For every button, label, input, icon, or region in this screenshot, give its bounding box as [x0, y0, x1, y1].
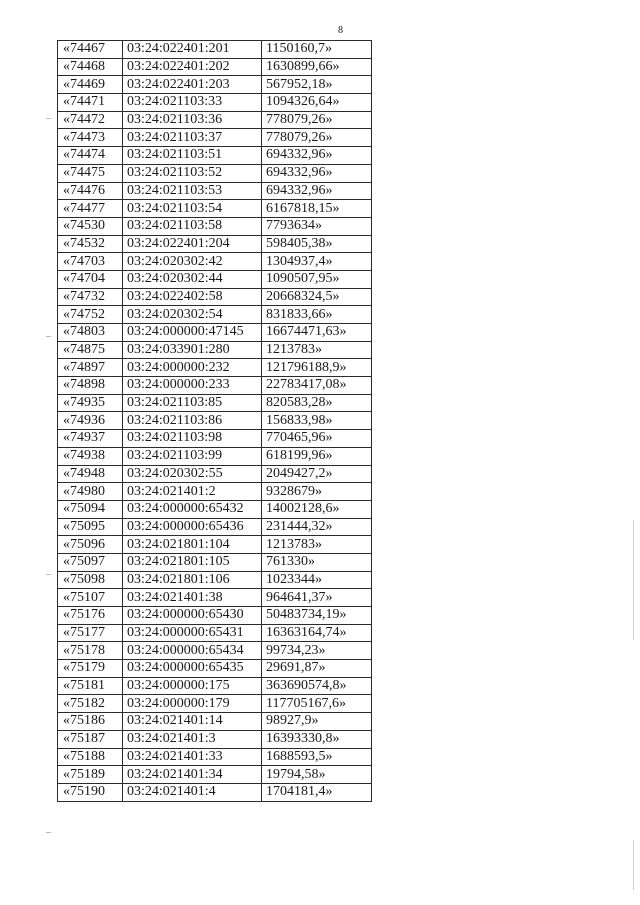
- registry-number-cell: «75179: [58, 660, 123, 678]
- cadastral-number-cell: 03:24:021103:85: [123, 394, 262, 412]
- cadastral-number-cell: 03:24:021103:36: [123, 111, 262, 129]
- table-row: [58, 58, 372, 76]
- cadastral-number-cell: 03:24:021801:105: [123, 553, 262, 571]
- cadastral-value-cell: 121796188,9»: [262, 359, 372, 377]
- cadastral-value-cell: 16674471,63»: [262, 324, 372, 342]
- cadastral-number-cell: 03:24:022401:202: [123, 58, 262, 76]
- table-row: [58, 324, 372, 342]
- table-row: [58, 129, 372, 147]
- cadastral-value-cell: 1094326,64»: [262, 94, 372, 112]
- cadastral-number-cell: 03:24:021103:86: [123, 412, 262, 430]
- cadastral-number-cell: 03:24:020302:42: [123, 253, 262, 271]
- registry-number-cell: «75176: [58, 607, 123, 625]
- cadastral-value-cell: 1688593,5»: [262, 748, 372, 766]
- table-row: [58, 94, 372, 112]
- cadastral-number-cell: 03:24:021801:106: [123, 571, 262, 589]
- table-row: [58, 341, 372, 359]
- cadastral-value-cell: 7793634»: [262, 217, 372, 235]
- cadastral-number-cell: 03:24:021103:52: [123, 164, 262, 182]
- cadastral-number-cell: 03:24:021401:14: [123, 713, 262, 731]
- table-row: [58, 553, 372, 571]
- cadastral-value-cell: 618199,96»: [262, 447, 372, 465]
- registry-number-cell: «75097: [58, 553, 123, 571]
- table-row: [58, 713, 372, 731]
- registry-number-cell: «75188: [58, 748, 123, 766]
- registry-number-cell: «74935: [58, 394, 123, 412]
- table-row: [58, 624, 372, 642]
- cadastral-value-cell: 117705167,6»: [262, 695, 372, 713]
- table-row: [58, 253, 372, 271]
- cadastral-value-cell: 694332,96»: [262, 182, 372, 200]
- cadastral-number-cell: 03:24:000000:65431: [123, 624, 262, 642]
- table-row: [58, 500, 372, 518]
- cadastral-number-cell: 03:24:021103:51: [123, 147, 262, 165]
- scan-edge-mark: [633, 840, 634, 890]
- registry-number-cell: «74752: [58, 306, 123, 324]
- cadastral-number-cell: 03:24:021103:99: [123, 447, 262, 465]
- registry-number-cell: «75107: [58, 589, 123, 607]
- table-row: [58, 589, 372, 607]
- cadastral-number-cell: 03:24:021103:54: [123, 200, 262, 218]
- cadastral-number-cell: 03:24:022401:203: [123, 76, 262, 94]
- registry-number-cell: «75187: [58, 730, 123, 748]
- cadastral-number-cell: 03:24:000000:65434: [123, 642, 262, 660]
- registry-number-cell: «75177: [58, 624, 123, 642]
- cadastral-value-cell: 98927,9»: [262, 713, 372, 731]
- cadastral-number-cell: 03:24:021401:34: [123, 766, 262, 784]
- table-row: [58, 412, 372, 430]
- registry-number-cell: «74468: [58, 58, 123, 76]
- registry-number-cell: «74473: [58, 129, 123, 147]
- cadastral-value-cell: 16393330,8»: [262, 730, 372, 748]
- cadastral-value-cell: 567952,18»: [262, 76, 372, 94]
- cadastral-number-cell: 03:24:000000:65432: [123, 500, 262, 518]
- table-row: [58, 483, 372, 501]
- registry-number-cell: «74532: [58, 235, 123, 253]
- table-row: [58, 642, 372, 660]
- cadastral-value-cell: 99734,23»: [262, 642, 372, 660]
- cadastral-value-cell: 1150160,7»: [262, 41, 372, 59]
- registry-number-cell: «74803: [58, 324, 123, 342]
- cadastral-number-cell: 03:24:000000:65435: [123, 660, 262, 678]
- cadastral-number-cell: 03:24:000000:47145: [123, 324, 262, 342]
- registry-number-cell: «75098: [58, 571, 123, 589]
- cadastral-number-cell: 03:24:021401:2: [123, 483, 262, 501]
- cadastral-value-cell: 50483734,19»: [262, 607, 372, 625]
- registry-number-cell: «74476: [58, 182, 123, 200]
- table-row: [58, 518, 372, 536]
- cadastral-number-cell: 03:24:000000:175: [123, 677, 262, 695]
- table-row: [58, 270, 372, 288]
- registry-number-cell: «75186: [58, 713, 123, 731]
- cadastral-value-cell: 20668324,5»: [262, 288, 372, 306]
- cadastral-value-cell: 1213783»: [262, 536, 372, 554]
- registry-number-cell: «74474: [58, 147, 123, 165]
- cadastral-value-cell: 694332,96»: [262, 147, 372, 165]
- registry-number-cell: «74469: [58, 76, 123, 94]
- cadastral-value-cell: 29691,87»: [262, 660, 372, 678]
- cadastral-number-cell: 03:24:022402:58: [123, 288, 262, 306]
- registry-number-cell: «74732: [58, 288, 123, 306]
- registry-number-cell: «74938: [58, 447, 123, 465]
- cadastral-number-cell: 03:24:022401:201: [123, 41, 262, 59]
- table-row: [58, 288, 372, 306]
- table-row: [58, 217, 372, 235]
- cadastral-value-cell: 1023344»: [262, 571, 372, 589]
- registry-number-cell: «75181: [58, 677, 123, 695]
- cadastral-number-cell: 03:24:021103:58: [123, 217, 262, 235]
- cadastral-number-cell: 03:24:022401:204: [123, 235, 262, 253]
- registry-number-cell: «75095: [58, 518, 123, 536]
- margin-mark: [46, 832, 51, 833]
- cadastral-number-cell: 03:24:020302:55: [123, 465, 262, 483]
- cadastral-number-cell: 03:24:021801:104: [123, 536, 262, 554]
- table-row: [58, 660, 372, 678]
- registry-number-cell: «74477: [58, 200, 123, 218]
- cadastral-value-cell: 6167818,15»: [262, 200, 372, 218]
- table-row: [58, 571, 372, 589]
- registry-number-cell: «75094: [58, 500, 123, 518]
- cadastral-value-cell: 778079,26»: [262, 111, 372, 129]
- scan-edge-mark: [633, 520, 634, 640]
- cadastral-number-cell: 03:24:021401:4: [123, 783, 262, 801]
- table-row: [58, 695, 372, 713]
- cadastral-value-cell: 770465,96»: [262, 430, 372, 448]
- cadastral-value-cell: 363690574,8»: [262, 677, 372, 695]
- cadastral-value-cell: 598405,38»: [262, 235, 372, 253]
- table-row: [58, 465, 372, 483]
- cadastral-value-cell: 22783417,08»: [262, 377, 372, 395]
- cadastral-number-cell: 03:24:000000:65430: [123, 607, 262, 625]
- cadastral-number-cell: 03:24:021401:3: [123, 730, 262, 748]
- table-row: [58, 536, 372, 554]
- registry-number-cell: «74704: [58, 270, 123, 288]
- cadastral-value-cell: 1304937,4»: [262, 253, 372, 271]
- cadastral-number-cell: 03:24:021103:98: [123, 430, 262, 448]
- cadastral-number-cell: 03:24:020302:44: [123, 270, 262, 288]
- table-row: [58, 766, 372, 784]
- registry-number-cell: «74703: [58, 253, 123, 271]
- table-row: [58, 377, 372, 395]
- table-row: [58, 359, 372, 377]
- table-row: [58, 200, 372, 218]
- table-row: [58, 147, 372, 165]
- registry-table-body: [58, 41, 372, 802]
- table-row: [58, 182, 372, 200]
- margin-mark: [46, 574, 51, 575]
- cadastral-value-cell: 778079,26»: [262, 129, 372, 147]
- cadastral-number-cell: 03:24:021401:38: [123, 589, 262, 607]
- registry-number-cell: «74897: [58, 359, 123, 377]
- cadastral-value-cell: 820583,28»: [262, 394, 372, 412]
- table-row: [58, 447, 372, 465]
- table-row: [58, 164, 372, 182]
- registry-number-cell: «75190: [58, 783, 123, 801]
- table-row: [58, 235, 372, 253]
- cadastral-number-cell: 03:24:000000:65436: [123, 518, 262, 536]
- registry-number-cell: «75189: [58, 766, 123, 784]
- cadastral-value-cell: 1090507,95»: [262, 270, 372, 288]
- cadastral-number-cell: 03:24:020302:54: [123, 306, 262, 324]
- registry-number-cell: «74471: [58, 94, 123, 112]
- registry-number-cell: «75182: [58, 695, 123, 713]
- cadastral-number-cell: 03:24:000000:233: [123, 377, 262, 395]
- registry-number-cell: «74875: [58, 341, 123, 359]
- registry-number-cell: «74937: [58, 430, 123, 448]
- table-row: [58, 111, 372, 129]
- margin-mark: [46, 118, 51, 119]
- registry-number-cell: «74936: [58, 412, 123, 430]
- registry-number-cell: «74472: [58, 111, 123, 129]
- cadastral-value-cell: 1213783»: [262, 341, 372, 359]
- page-number: 8: [338, 25, 343, 36]
- cadastral-value-cell: 761330»: [262, 553, 372, 571]
- cadastral-value-cell: 1704181,4»: [262, 783, 372, 801]
- cadastral-value-cell: 16363164,74»: [262, 624, 372, 642]
- registry-number-cell: «75096: [58, 536, 123, 554]
- cadastral-number-cell: 03:24:000000:179: [123, 695, 262, 713]
- cadastral-value-cell: 694332,96»: [262, 164, 372, 182]
- registry-table: [57, 40, 372, 802]
- registry-number-cell: «74475: [58, 164, 123, 182]
- registry-number-cell: «75178: [58, 642, 123, 660]
- table-row: [58, 76, 372, 94]
- cadastral-value-cell: 2049427,2»: [262, 465, 372, 483]
- table-row: [58, 730, 372, 748]
- cadastral-value-cell: 14002128,6»: [262, 500, 372, 518]
- table-row: [58, 748, 372, 766]
- cadastral-number-cell: 03:24:000000:232: [123, 359, 262, 377]
- registry-number-cell: «74948: [58, 465, 123, 483]
- table-row: [58, 607, 372, 625]
- registry-number-cell: «74980: [58, 483, 123, 501]
- cadastral-number-cell: 03:24:021103:53: [123, 182, 262, 200]
- registry-number-cell: «74898: [58, 377, 123, 395]
- table-row: [58, 430, 372, 448]
- table-row: [58, 306, 372, 324]
- cadastral-number-cell: 03:24:021401:33: [123, 748, 262, 766]
- registry-number-cell: «74530: [58, 217, 123, 235]
- cadastral-value-cell: 964641,37»: [262, 589, 372, 607]
- cadastral-value-cell: 231444,32»: [262, 518, 372, 536]
- cadastral-value-cell: 156833,98»: [262, 412, 372, 430]
- table-row: [58, 677, 372, 695]
- cadastral-number-cell: 03:24:021103:37: [123, 129, 262, 147]
- cadastral-value-cell: 9328679»: [262, 483, 372, 501]
- table-row: [58, 394, 372, 412]
- cadastral-number-cell: 03:24:021103:33: [123, 94, 262, 112]
- cadastral-value-cell: 1630899,66»: [262, 58, 372, 76]
- cadastral-number-cell: 03:24:033901:280: [123, 341, 262, 359]
- cadastral-value-cell: 831833,66»: [262, 306, 372, 324]
- cadastral-value-cell: 19794,58»: [262, 766, 372, 784]
- table-row: [58, 41, 372, 59]
- margin-mark: [46, 336, 51, 337]
- registry-number-cell: «74467: [58, 41, 123, 59]
- table-row: [58, 783, 372, 801]
